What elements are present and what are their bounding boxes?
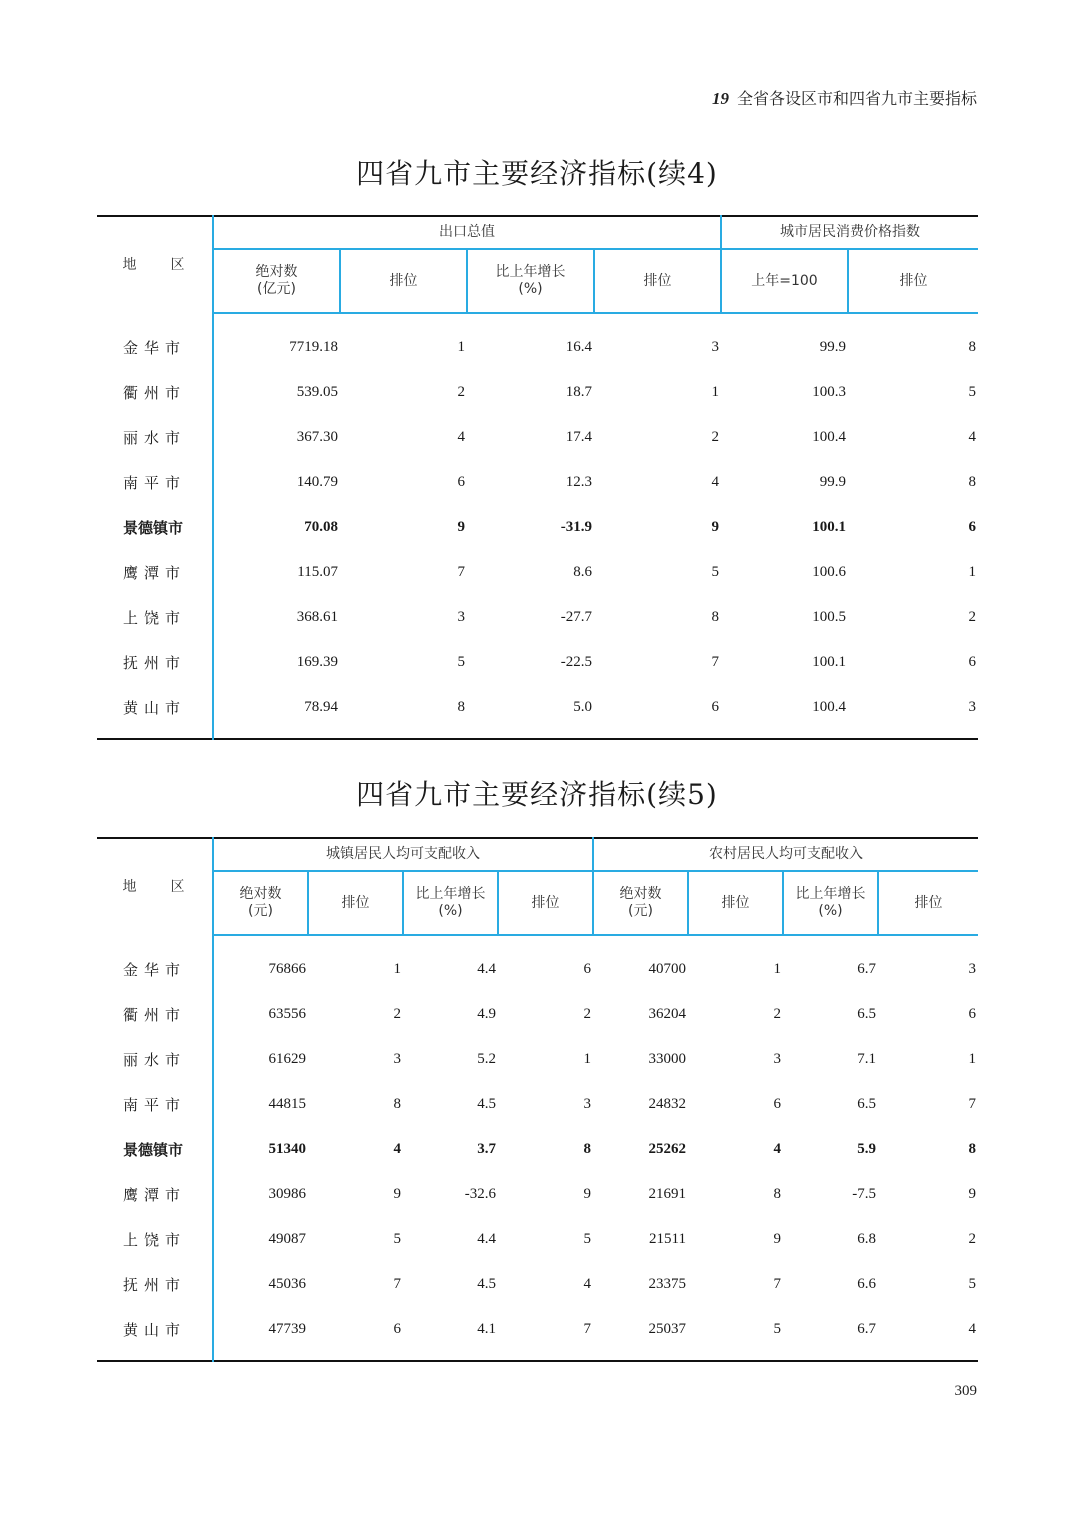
table-cell: 25262 [648,1141,686,1157]
table-cell: 12.3 [565,474,592,490]
table-cell: 8 [393,1096,401,1112]
table-cell: 47739 [268,1321,306,1337]
sub-header: 绝对数 (元) [593,871,688,935]
table-cell: 4 [457,429,465,445]
table-cell: 51340 [268,1141,306,1157]
table-cell: 36204 [648,1006,686,1022]
table-cell: 5 [583,1231,591,1247]
table-cell: -22.5 [560,654,592,670]
table-row [97,640,978,685]
sub-header: 比上年增长 (%) [783,871,878,935]
table-cell: 6 [393,1321,401,1337]
table-cell: 7 [711,654,719,670]
table-cell: 4 [773,1141,781,1157]
table-cell: 4 [393,1141,401,1157]
table-cell: 100.1 [812,519,846,535]
table-row [97,992,978,1037]
table-cell: 3 [773,1051,781,1067]
table-cell: 4.5 [477,1096,496,1112]
sub-header: 排位 [848,249,978,313]
table2-title: 四省九市主要经济指标(续5) [356,778,718,811]
table-row [97,685,978,739]
table-cell: 3 [457,609,465,625]
table-row [97,1172,978,1217]
table-cell: 7 [583,1321,591,1337]
region-name: 黄山市 [97,685,213,739]
table1-body [97,313,978,739]
table-cell: 3 [583,1096,591,1112]
table-cell: 9 [583,1186,591,1202]
table-cell: 2 [393,1006,401,1022]
table1 [97,215,978,740]
table-cell: 5 [773,1321,781,1337]
sub-header: 排位 [878,871,978,935]
table-cell: 5 [968,1276,976,1292]
table-cell: 99.9 [819,474,846,490]
table-cell: 76866 [268,961,306,977]
region-name: 抚州市 [97,1262,213,1307]
table1-title: 四省九市主要经济指标(续4) [356,157,718,190]
region-name: 抚州市 [97,640,213,685]
table-cell: 1 [968,1051,976,1067]
table-cell: 30986 [268,1186,306,1202]
table-cell: 8 [583,1141,591,1157]
table-cell: 49087 [268,1231,306,1247]
table-cell: 61629 [268,1051,306,1067]
group-header-export: 出口总值 [213,216,721,249]
table-cell: 17.4 [565,429,592,445]
table-cell: 6 [968,519,976,535]
table-cell: 44815 [268,1096,306,1112]
table-cell: 7 [393,1276,401,1292]
table-row [97,1262,978,1307]
sub-header: 比上年增长 (%) [467,249,594,313]
table-cell: 100.3 [812,384,846,400]
table-cell: 4.4 [477,961,496,977]
table-cell: -32.6 [464,1186,496,1202]
table-cell: 115.07 [297,564,338,580]
table-cell: 8 [773,1186,781,1202]
table-cell: -31.9 [560,519,592,535]
table-cell: 18.7 [565,384,592,400]
table-cell: 6 [457,474,465,490]
table-cell: 9 [968,1186,976,1202]
table-cell: 1 [393,961,401,977]
table-cell: 5.2 [477,1051,496,1067]
table-cell: 2 [773,1006,781,1022]
table-cell: 8 [968,339,976,355]
table-cell: 4.5 [477,1276,496,1292]
table-cell: 6 [583,961,591,977]
table-cell: 5.9 [857,1141,876,1157]
table-cell: 70.08 [304,519,338,535]
table-cell: 8 [968,1141,976,1157]
table-row [97,313,978,370]
region-name: 衢州市 [97,992,213,1037]
table-cell: 3.7 [477,1141,496,1157]
table-cell: 33000 [648,1051,686,1067]
table-cell: 6 [968,654,976,670]
table-cell: 7.1 [857,1051,876,1067]
sub-header: 排位 [308,871,403,935]
group-header-urban-income: 城镇居民人均可支配收入 [213,838,593,871]
table-cell: 7 [773,1276,781,1292]
table-cell: 45036 [268,1276,306,1292]
table-row [97,1217,978,1262]
table-cell: 100.5 [812,609,846,625]
table-cell: 5 [393,1231,401,1247]
table-cell: 6 [711,699,719,715]
table-cell: 1 [583,1051,591,1067]
table-row [97,1037,978,1082]
region-name: 丽水市 [97,1037,213,1082]
region-name: 金华市 [97,935,213,992]
table-cell: 8 [968,474,976,490]
region-name: 景德镇市 [97,1127,213,1172]
table-cell: 99.9 [819,339,846,355]
region-name: 上饶市 [97,1217,213,1262]
table-cell: 40700 [648,961,686,977]
table-cell: 4 [968,429,976,445]
table-cell: 6.5 [857,1096,876,1112]
table-row [97,935,978,992]
sub-header: 排位 [340,249,467,313]
table-cell: 5 [968,384,976,400]
table-cell: 100.4 [812,699,846,715]
table-cell: 6.8 [857,1231,876,1247]
table-cell: 23375 [648,1276,686,1292]
table-cell: 4.4 [477,1231,496,1247]
table-cell: 5 [711,564,719,580]
table-cell: 2 [968,609,976,625]
table-cell: 9 [773,1231,781,1247]
region-name: 南平市 [97,460,213,505]
table-cell: 5 [457,654,465,670]
table-cell: -7.5 [852,1186,876,1202]
table-cell: 4 [711,474,719,490]
region-name: 金华市 [97,313,213,370]
table-cell: 8.6 [573,564,592,580]
sub-header: 比上年增长 (%) [403,871,498,935]
table-cell: 539.05 [296,384,338,400]
table-cell: 2 [968,1231,976,1247]
group-header-cpi: 城市居民消费价格指数 [721,216,978,249]
region-name: 南平市 [97,1082,213,1127]
sub-header: 绝对数 (亿元) [213,249,340,313]
table-cell: 169.39 [296,654,338,670]
table-cell: 1 [457,339,465,355]
table-row [97,595,978,640]
table-row [97,505,978,550]
page-number: 309 [954,1383,977,1399]
table-cell: 6.5 [857,1006,876,1022]
table-cell: 100.4 [812,429,846,445]
table-cell: 140.79 [296,474,338,490]
table-cell: 4 [968,1321,976,1337]
table-row [97,1082,978,1127]
table2 [97,837,978,1362]
table-cell: 6.6 [857,1276,876,1292]
table-cell: 21511 [649,1231,686,1247]
table-cell: 9 [393,1186,401,1202]
region-name: 衢州市 [97,370,213,415]
table-cell: 21691 [648,1186,686,1202]
region-name: 景德镇市 [97,505,213,550]
table-cell: 4.1 [477,1321,496,1337]
table-row [97,550,978,595]
table-row [97,460,978,505]
region-header: 地 区 [97,216,213,313]
running-head [712,86,977,109]
table-row [97,1127,978,1172]
table-cell: 6.7 [857,1321,876,1337]
region-name: 上饶市 [97,595,213,640]
table-cell: 7 [968,1096,976,1112]
table-cell: 1 [773,961,781,977]
table-cell: 2 [583,1006,591,1022]
table-cell: 9 [711,519,719,535]
region-name: 黄山市 [97,1307,213,1361]
table-cell: 6.7 [857,961,876,977]
region-name: 丽水市 [97,415,213,460]
table-cell: 8 [457,699,465,715]
sub-header: 排位 [688,871,783,935]
table-row [97,1307,978,1361]
group-header-rural-income: 农村居民人均可支配收入 [593,838,978,871]
table-cell: 3 [968,699,976,715]
chapter-title: 全省各设区市和四省九市主要指标 [736,89,977,108]
table-cell: 1 [968,564,976,580]
table-cell: 6 [773,1096,781,1112]
table-cell: 6 [968,1006,976,1022]
region-name: 鹰潭市 [97,550,213,595]
table-cell: 367.30 [296,429,338,445]
table-cell: 100.6 [812,564,846,580]
table-cell: 2 [711,429,719,445]
table-cell: 9 [457,519,465,535]
table-cell: 7 [457,564,465,580]
region-name: 鹰潭市 [97,1172,213,1217]
table-row [97,415,978,460]
chapter-number: 19 [711,89,729,108]
sub-header: 排位 [594,249,721,313]
table-cell: 4 [583,1276,591,1292]
table-cell: -27.7 [560,609,592,625]
sub-header: 上年=100 [721,249,848,313]
table-cell: 5.0 [573,699,592,715]
table-cell: 25037 [648,1321,686,1337]
sub-header: 排位 [498,871,593,935]
table-cell: 3 [968,961,976,977]
table-cell: 100.1 [812,654,846,670]
table-cell: 16.4 [565,339,592,355]
table-cell: 24832 [648,1096,686,1112]
table-row [97,370,978,415]
table-cell: 7719.18 [289,339,338,355]
table-cell: 8 [711,609,719,625]
table-cell: 4.9 [477,1006,496,1022]
table-cell: 2 [457,384,465,400]
table-cell: 1 [711,384,719,400]
table-cell: 63556 [268,1006,306,1022]
table-cell: 3 [711,339,719,355]
region-header: 地 区 [97,838,213,935]
table-cell: 368.61 [296,609,338,625]
table-cell: 3 [393,1051,401,1067]
table2-body [97,935,978,1361]
sub-header: 绝对数 (元) [213,871,308,935]
table-cell: 78.94 [304,699,338,715]
